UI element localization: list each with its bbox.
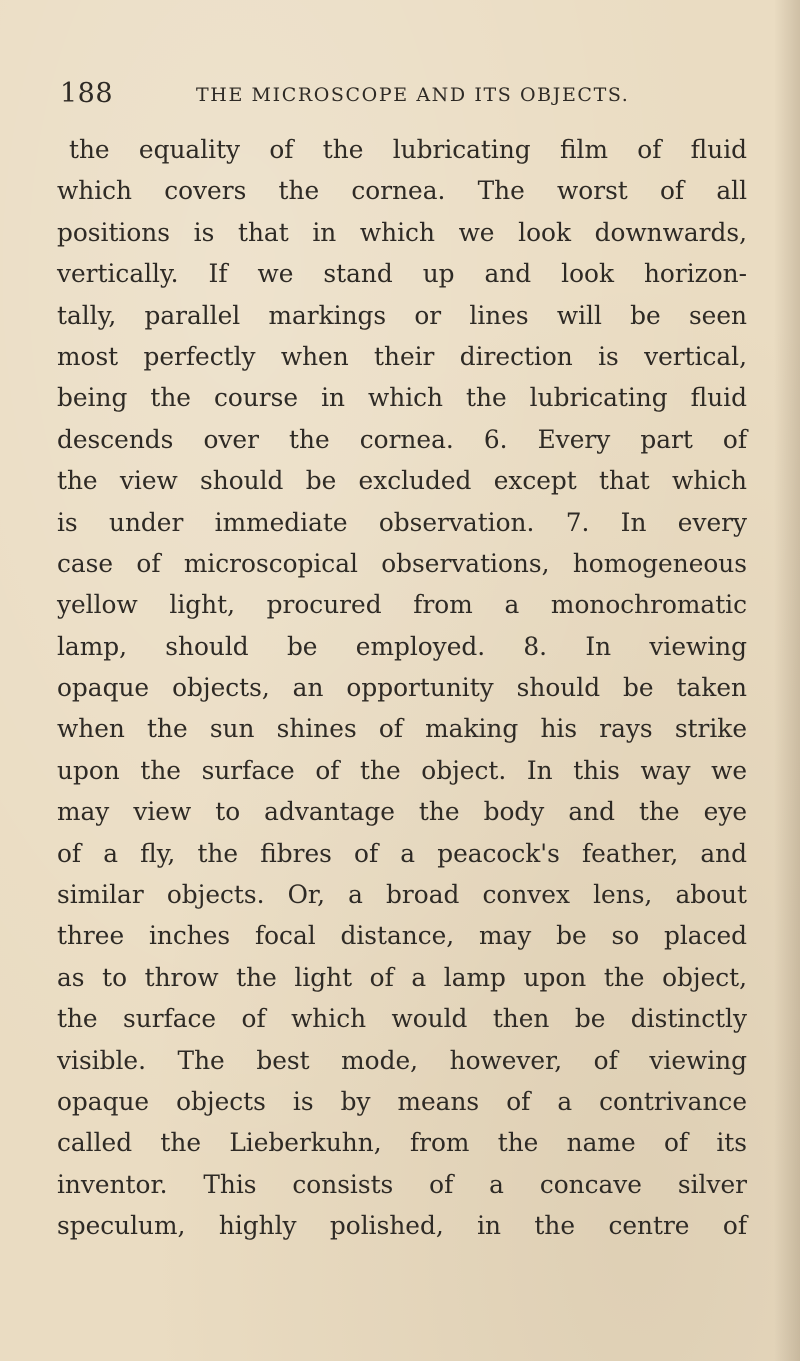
text-line: being the course in which the lubricating fluid [57,383,747,413]
text-line: when the sun shines of making his rays strike [57,714,747,744]
text-line: yellow light, procured from a monochromatic [57,590,747,620]
text-line: the view should be excluded except that which [57,466,747,496]
text-line: positions is that in which we look downwards, [57,217,747,247]
text-line: which covers the cornea. The worst of all [57,176,747,206]
text-line: as to throw the light of a lamp upon the object, [57,962,747,992]
page-number: 188 [60,78,114,109]
text-line: case of microscopical observations, homogeneous [57,548,747,578]
text-line: upon the surface of the object. In this way we [57,755,747,785]
text-line: inventor. This consists of a concave silver [57,1169,747,1199]
text-line: descends over the cornea. 6. Every part of [57,424,747,454]
text-line: vertically. If we stand up and look horizon- [57,259,747,289]
text-line: speculum, highly polished, in the centre of [57,1211,747,1241]
body-text [57,129,747,1247]
text-line: lamp, should be employed. 8. In viewing [57,631,747,661]
text-line: opaque objects is by means of a contrivance [57,1086,747,1116]
text-line: opaque objects, an opportunity should be taken [57,673,747,703]
text-line: most perfectly when their direction is vertical, [57,341,747,371]
page-header [60,78,760,110]
text-line: tally, parallel markings or lines will be seen [57,300,747,330]
text-line: the equality of the lubricating film of fluid [69,135,747,164]
text-line: called the Lieberkuhn, from the name of its [57,1128,747,1158]
text-line: the surface of which would then be distinctly [57,1004,747,1034]
text-line: visible. The best mode, however, of viewing [57,1045,747,1075]
page-edge-shadow [774,0,800,1361]
running-head: THE MICROSCOPE AND ITS OBJECTS. [196,84,630,106]
text-line: of a fly, the fibres of a peacock's feather, and [57,838,747,868]
text-line: may view to advantage the body and the eye [57,797,747,827]
text-line: similar objects. Or, a broad convex lens, about [57,880,747,910]
text-line: is under immediate observation. 7. In every [57,507,747,537]
text-line: three inches focal distance, may be so placed [57,921,747,951]
